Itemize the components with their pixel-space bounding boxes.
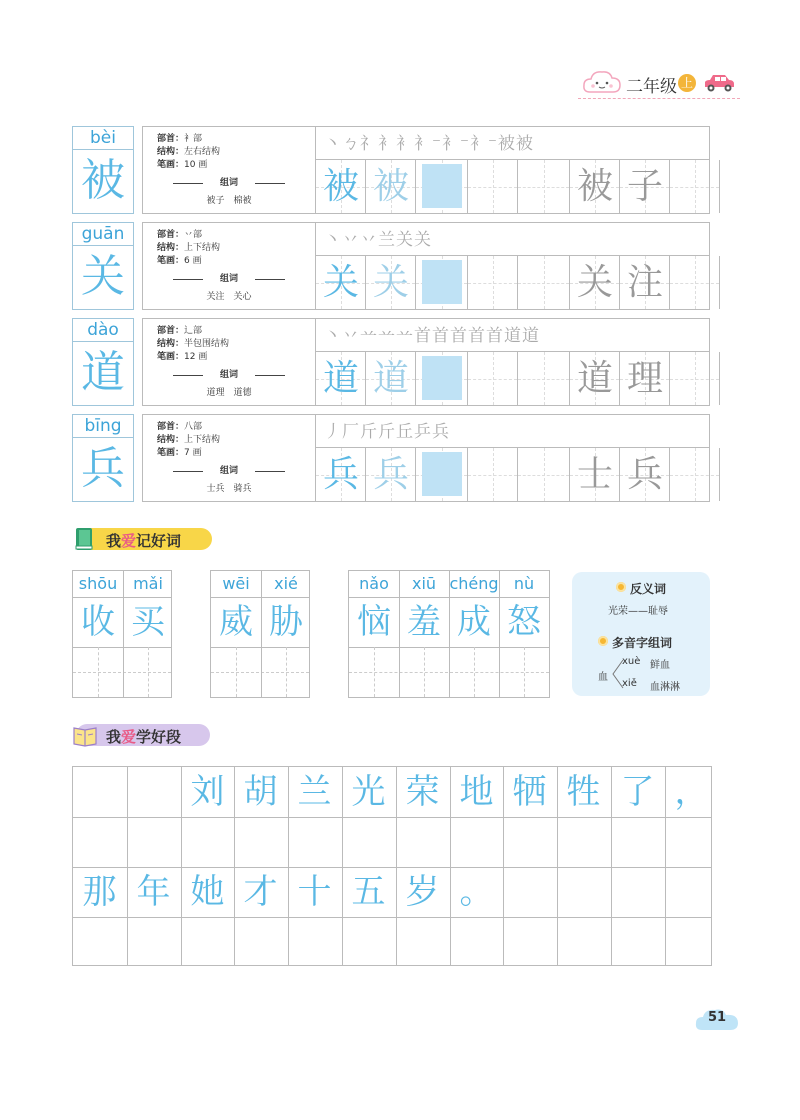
character-row	[72, 318, 710, 406]
word-heading-label: 组词	[219, 466, 238, 476]
trace-shade	[422, 452, 462, 496]
strokes-line	[157, 351, 207, 364]
words-section-title	[72, 526, 212, 552]
antonym-pair: 光荣——耻辱	[608, 606, 668, 617]
word-heading	[143, 465, 315, 478]
strokes-label: 笔画：	[157, 256, 185, 266]
word-pinyin: chéng	[449, 574, 499, 593]
practice-char: 兵	[322, 454, 359, 495]
example-char: 关	[576, 262, 613, 303]
practice-cell	[468, 256, 518, 309]
smiling-cloud-icon	[582, 68, 622, 96]
word-char: 成	[457, 602, 491, 642]
practice-grid	[316, 352, 710, 406]
stroke-order: 丶丷丷兰关关	[316, 222, 710, 256]
word-pinyin: nǎo	[359, 574, 389, 593]
character-large: 兵	[81, 443, 125, 494]
strokes-line	[157, 255, 202, 268]
character-info	[142, 126, 316, 214]
word-pinyin: xié	[274, 574, 298, 593]
divider-line	[173, 279, 203, 280]
polyphone-char: 血	[598, 672, 608, 683]
paragraph-char: 刘	[190, 772, 225, 812]
page-number: 51	[707, 1010, 727, 1025]
radical-label: 部首：	[157, 230, 185, 240]
structure-value: 上下结构	[184, 435, 221, 445]
radical-line	[157, 133, 202, 146]
stroke-order: 丶丷䒑䒑䒑首首首首首道道	[316, 318, 710, 352]
practice-char: 被	[322, 166, 359, 207]
divider-line	[173, 471, 203, 472]
character-pinyin: bīng	[73, 415, 133, 438]
practice-cell	[518, 160, 570, 213]
flower-icon	[598, 636, 608, 646]
example-words: 士兵 骑兵	[206, 484, 252, 494]
practice-cell	[518, 256, 570, 309]
word-char: 胁	[269, 602, 303, 642]
divider-line	[255, 183, 285, 184]
word-heading	[143, 273, 315, 286]
practice-char: 关	[322, 262, 359, 303]
strokes-value: 6 画	[184, 256, 202, 266]
paragraph-title-pre: 我	[106, 728, 122, 746]
word-heading-label: 组词	[219, 178, 238, 188]
word-pinyin: mǎi	[133, 574, 163, 593]
strokes-label: 笔画：	[157, 352, 185, 362]
word-group-3	[348, 570, 550, 698]
trace-char: 兵	[372, 454, 409, 495]
practice-grid	[316, 448, 710, 502]
character-info	[142, 318, 316, 406]
character-row	[72, 414, 710, 502]
paragraph-char: 。	[459, 872, 494, 912]
vocabulary-sidebar	[572, 572, 710, 696]
paragraph-char: 了	[620, 772, 655, 812]
paragraph-char: 胡	[243, 772, 278, 812]
word-char: 威	[219, 602, 253, 642]
structure-line	[157, 338, 229, 351]
character-large: 道	[81, 347, 125, 398]
example-char: 士	[576, 454, 613, 495]
practice-cell	[670, 352, 720, 405]
character-large: 关	[81, 251, 125, 302]
open-book-icon	[72, 722, 98, 748]
header-divider	[578, 98, 740, 99]
trace-shade	[422, 164, 462, 208]
words-title-ai: 爱	[121, 532, 137, 550]
word-char: 羞	[407, 602, 441, 642]
structure-line	[157, 242, 220, 255]
word-pinyin: xiū	[411, 574, 437, 593]
words-title-pre: 我	[106, 532, 122, 550]
radical-label: 部首：	[157, 326, 185, 336]
practice-cell	[468, 448, 518, 501]
strokes-value: 10 画	[184, 160, 208, 170]
practice-grid	[316, 160, 710, 214]
divider-line	[255, 279, 285, 280]
character-info	[142, 222, 316, 310]
trace-char: 被	[372, 166, 409, 207]
word-heading	[143, 369, 315, 382]
paragraph-char: ，	[674, 772, 709, 812]
example-char: 子	[626, 166, 663, 207]
reading1-word: 鲜血	[650, 660, 670, 671]
character-pinyin: bèi	[73, 127, 133, 150]
structure-label: 结构：	[157, 243, 185, 253]
character-box	[72, 414, 134, 502]
word-heading-label: 组词	[219, 274, 238, 284]
paragraph-char: 岁	[405, 872, 440, 912]
paragraph-char: 光	[351, 772, 386, 812]
stroke-order: 丿厂斤斤丘乒兵	[316, 414, 710, 448]
word-char: 怒	[507, 602, 541, 642]
trace-shade	[422, 260, 462, 304]
page-header	[578, 66, 738, 100]
radical-value: 八部	[184, 422, 203, 432]
stroke-order: 丶ㄅ礻衤衤衤⁻衤⁻衤⁻被被	[316, 126, 710, 160]
example-words: 关注 关心	[206, 292, 252, 302]
practice-cell	[468, 160, 518, 213]
practice-cell	[518, 448, 570, 501]
character-box	[72, 126, 134, 214]
paragraph-title-post: 学好段	[136, 728, 182, 746]
word-char: 买	[131, 602, 165, 642]
radical-line	[157, 325, 202, 338]
radical-value: 衤部	[184, 134, 203, 144]
practice-cell	[468, 352, 518, 405]
page-number-badge	[694, 1004, 740, 1034]
practice-grid	[316, 256, 710, 310]
radical-label: 部首：	[157, 134, 185, 144]
structure-label: 结构：	[157, 147, 185, 157]
word-group-2	[210, 570, 310, 698]
word-char: 收	[81, 602, 115, 642]
practice-char: 道	[322, 358, 359, 399]
flower-icon	[616, 582, 626, 592]
book-icon	[72, 526, 98, 552]
grade-label: 二年级	[626, 77, 677, 97]
trace-char: 关	[372, 262, 409, 303]
car-icon	[702, 72, 736, 94]
strokes-value: 12 画	[184, 352, 208, 362]
paragraph-grid	[72, 766, 712, 966]
radical-label: 部首：	[157, 422, 185, 432]
paragraph-char: 荣	[405, 772, 440, 812]
polyphone-title: 多音字组词	[612, 636, 673, 650]
trace-char: 道	[372, 358, 409, 399]
structure-value: 上下结构	[184, 243, 221, 253]
example-char: 被	[576, 166, 613, 207]
character-info	[142, 414, 316, 502]
word-char: 恼	[357, 602, 391, 642]
word-group-1	[72, 570, 172, 698]
paragraph-title-ai: 爱	[121, 728, 137, 746]
volume-badge: 上	[678, 74, 696, 92]
character-box	[72, 318, 134, 406]
structure-label: 结构：	[157, 339, 185, 349]
strokes-line	[157, 447, 202, 460]
character-pinyin: dào	[73, 319, 133, 342]
reading2-word: 血淋淋	[650, 682, 680, 693]
strokes-label: 笔画：	[157, 448, 185, 458]
paragraph-section-title	[72, 722, 212, 748]
character-large: 被	[81, 155, 125, 206]
word-heading-label: 组词	[219, 370, 238, 380]
paragraph-char: 兰	[297, 772, 332, 812]
divider-line	[173, 375, 203, 376]
paragraph-char: 牲	[566, 772, 601, 812]
word-pinyin: wēi	[222, 574, 250, 593]
word-heading	[143, 177, 315, 190]
radical-value: 丷部	[184, 230, 203, 240]
word-pinyin: nù	[513, 574, 535, 593]
example-char: 兵	[626, 454, 663, 495]
radical-line	[157, 229, 202, 242]
reading2-pinyin: xiě	[622, 678, 637, 689]
divider-line	[255, 375, 285, 376]
character-row	[72, 126, 710, 214]
structure-line	[157, 146, 220, 159]
practice-cell	[670, 448, 720, 501]
example-char: 注	[626, 262, 663, 303]
paragraph-char: 她	[190, 872, 225, 912]
character-pinyin: guān	[73, 223, 133, 246]
structure-value: 半包围结构	[184, 339, 230, 349]
strokes-label: 笔画：	[157, 160, 185, 170]
paragraph-char: 五	[351, 872, 386, 912]
divider-line	[173, 183, 203, 184]
example-words: 被子 棉被	[206, 196, 252, 206]
paragraph-char: 那	[82, 872, 117, 912]
structure-line	[157, 434, 220, 447]
divider-line	[255, 471, 285, 472]
reading1-pinyin: xuè	[622, 656, 641, 667]
paragraph-char: 年	[136, 872, 171, 912]
structure-label: 结构：	[157, 435, 185, 445]
example-char: 理	[626, 358, 663, 399]
practice-cell	[518, 352, 570, 405]
paragraph-char: 牺	[512, 772, 547, 812]
practice-cell	[670, 160, 720, 213]
trace-shade	[422, 356, 462, 400]
example-char: 道	[576, 358, 613, 399]
paragraph-char: 才	[243, 872, 278, 912]
strokes-value: 7 画	[184, 448, 202, 458]
character-box	[72, 222, 134, 310]
words-title-post: 记好词	[136, 532, 182, 550]
paragraph-char: 地	[459, 772, 494, 812]
character-row	[72, 222, 710, 310]
example-words: 道理 道德	[206, 388, 252, 398]
paragraph-char: 十	[297, 872, 332, 912]
strokes-line	[157, 159, 207, 172]
antonym-title: 反义词	[630, 582, 667, 596]
practice-cell	[670, 256, 720, 309]
radical-line	[157, 421, 202, 434]
word-pinyin: shōu	[78, 574, 118, 593]
structure-value: 左右结构	[184, 147, 221, 157]
radical-value: 辶部	[184, 326, 203, 336]
